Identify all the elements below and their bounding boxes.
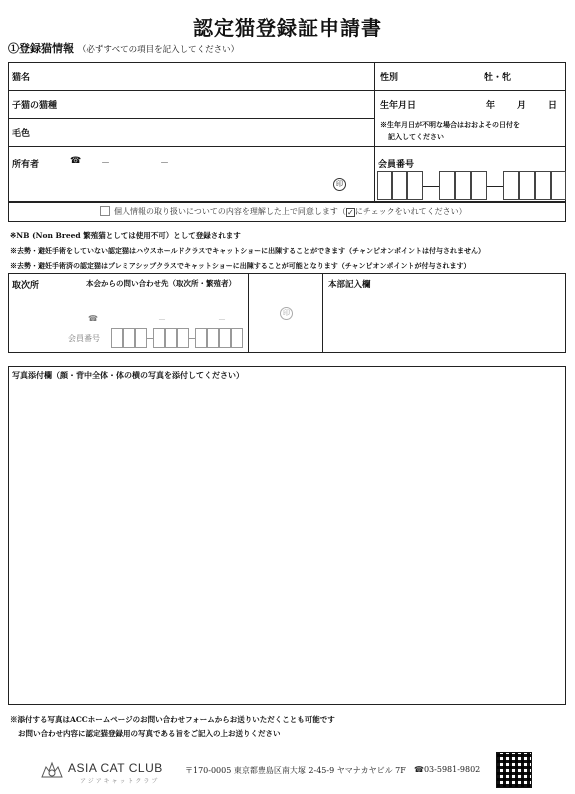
birth-day-label: 日 (548, 101, 558, 111)
consent-hint-open: （ (337, 207, 346, 216)
office-use-label: 本部記入欄 (328, 280, 371, 290)
agency-phone-dash: － (218, 315, 226, 324)
checkmark-icon: ✓ (346, 208, 354, 217)
coat-color-field[interactable] (40, 120, 370, 144)
footer-note-line: お問い合わせ内容に認定猫登録用の写真である旨をご記入の上お送りください (18, 729, 281, 738)
member-number-digit[interactable] (392, 171, 407, 200)
agency-member-digit[interactable] (207, 328, 219, 348)
column-divider (322, 273, 323, 353)
kitten-breed-label: 子猫の猫種 (12, 101, 58, 111)
kitten-breed-field[interactable] (70, 92, 370, 116)
agency-member-digit[interactable] (195, 328, 207, 348)
consent-text (114, 206, 467, 217)
page-title: 認定猫登録証申請書 (193, 16, 382, 40)
member-number-digit[interactable] (551, 171, 566, 200)
column-divider (248, 273, 249, 353)
agency-member-digit[interactable] (123, 328, 135, 348)
member-number-hyphen (487, 186, 503, 187)
agency-member-digit[interactable] (111, 328, 123, 348)
agency-label: 取次所 (12, 281, 40, 291)
seal-mark-icon: 印 (333, 178, 346, 191)
agency-member-digit[interactable] (219, 328, 231, 348)
agency-phone-dash: － (158, 315, 166, 324)
agency-member-digit[interactable] (153, 328, 165, 348)
agency-member-digit[interactable] (177, 328, 189, 348)
member-number-digit[interactable] (407, 171, 423, 200)
member-number-digit[interactable] (455, 171, 471, 200)
birth-note-line-2: 記入してください (388, 132, 444, 141)
agency-seal-icon: 印 (280, 307, 293, 320)
cat-name-field[interactable] (14, 64, 370, 88)
gender-options[interactable]: 牡・牝 (484, 73, 512, 83)
column-divider (374, 62, 375, 202)
phone-icon: ☎ (70, 156, 82, 166)
club-name: ASIA CAT CLUB (68, 761, 163, 775)
row-divider (8, 146, 566, 147)
note-line: ※去勢・避妊手術済の認定猫はプレミアシップクラスでキャットショーに出陳することが可能となります（チャンピオンポイントが付与されます） (10, 261, 471, 270)
birth-month-label: 月 (517, 101, 527, 111)
member-number-digit[interactable] (503, 171, 519, 200)
consent-checkbox[interactable] (100, 206, 110, 216)
member-number-digit[interactable] (377, 171, 392, 200)
member-number-hyphen (423, 186, 439, 187)
qr-code-icon[interactable] (496, 752, 532, 788)
agency-contact-label: 本会からの問い合わせ先（取次所・繁殖者） (86, 279, 236, 288)
registration-notes (10, 228, 485, 273)
section-heading-text: ①登録猫情報 (8, 42, 74, 55)
consent-hint: にチェックをいれてください） (354, 207, 467, 216)
note-line: ※去勢・避妊手術をしていない認定猫はハウスホールドクラスでキャットショーに出陳することができます（チャンピオンポイントは付与されません） (10, 246, 485, 255)
member-number-digit[interactable] (535, 171, 551, 200)
club-logo-icon (40, 757, 64, 781)
phone-dash: － (160, 159, 170, 169)
club-phone: ☎03-5981-9802 (414, 765, 481, 774)
row-divider (8, 118, 374, 119)
agency-member-digit[interactable] (135, 328, 147, 348)
agency-member-digit[interactable] (231, 328, 243, 348)
birth-date-label: 生年月日 (380, 101, 417, 111)
photo-submission-notes (10, 713, 335, 741)
birth-note-line-1: ※生年月日が不明な場合はおおよその日付を (380, 120, 520, 129)
photo-attach-area[interactable] (8, 366, 566, 705)
consent-label: 個人情報の取り扱いについての内容を理解した上で同意します (114, 207, 338, 216)
club-address: 〒170-0005 東京都豊島区南大塚 2-45-9 ヤマナカヤビル 7F (185, 766, 406, 775)
footer-note-line: ※添付する写真はACCホームページのお問い合わせフォームからお送りいただくことも可能です (10, 715, 335, 724)
note-line: ※NB (Non Breed 繁殖猫としては使用不可）として登録されます (10, 231, 241, 240)
member-number-digit[interactable] (471, 171, 487, 200)
section-heading (8, 40, 239, 56)
coat-color-label: 毛色 (12, 129, 31, 139)
phone-dash: － (101, 159, 111, 169)
member-number-label: 会員番号 (378, 160, 415, 170)
agency-phone-icon: ☎ (88, 314, 98, 323)
agency-member-digit[interactable] (165, 328, 177, 348)
cat-name-label: 猫名 (12, 73, 31, 83)
row-divider (8, 90, 566, 91)
club-name-kana: アジアキャットクラブ (80, 778, 160, 785)
gender-label: 性別 (380, 73, 399, 83)
photo-attach-label: 写真添付欄（顔・背中全体・体の横の写真を添付してください） (12, 370, 244, 380)
member-number-digit[interactable] (439, 171, 455, 200)
section-heading-note: （必ずすべての項目を記入してください） (77, 45, 240, 55)
member-number-digit[interactable] (519, 171, 535, 200)
birth-year-label: 年 (486, 101, 496, 111)
owner-label: 所有者 (12, 160, 40, 170)
agency-member-number-label: 会員番号 (68, 334, 100, 343)
